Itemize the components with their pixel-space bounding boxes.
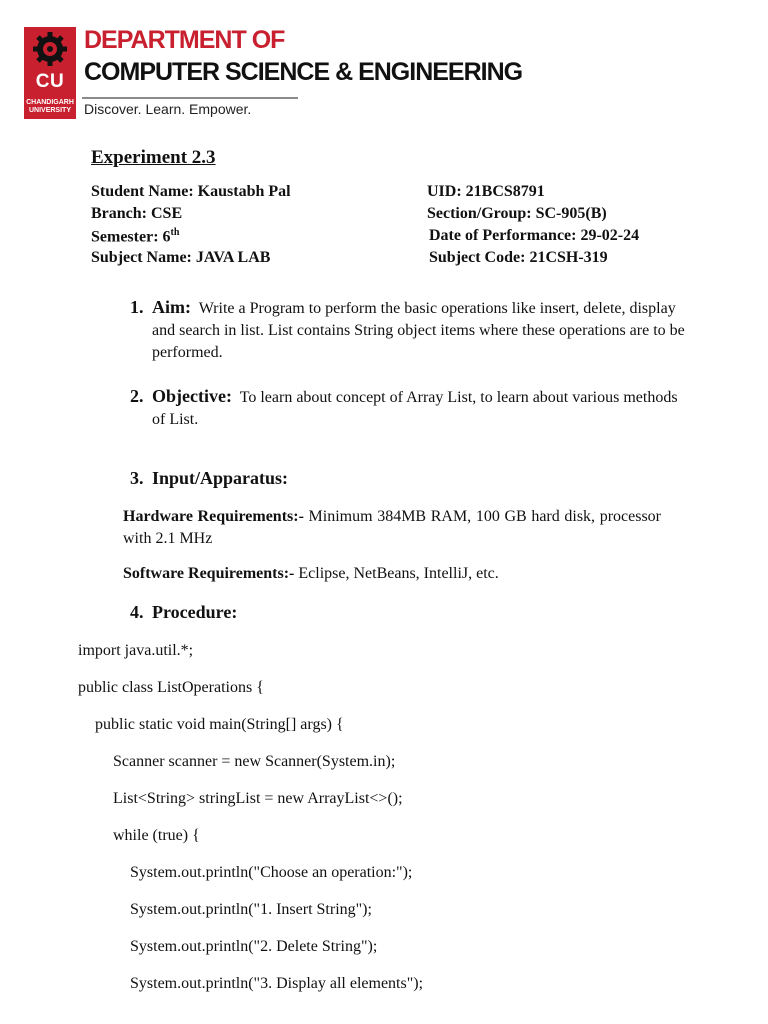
aim-section (130, 296, 690, 364)
procedure-section (130, 601, 690, 625)
software-requirements (123, 563, 661, 585)
department-title-line2: COMPUTER SCIENCE & ENGINEERING (84, 58, 523, 86)
procedure-heading: Procedure: (152, 602, 238, 622)
semester-text: Semester: 6 (91, 228, 171, 246)
department-title-line1: DEPARTMENT OF (84, 26, 285, 54)
code-line: System.out.println("1. Insert String"); (130, 901, 372, 918)
code-line: public class ListOperations { (78, 679, 264, 696)
semester (91, 227, 179, 246)
software-text: Eclipse, NetBeans, IntelliJ, etc. (298, 565, 499, 582)
hardware-text: Minimum 384MB RAM, 100 GB hard disk, processor with 2.1 MHz (123, 508, 662, 547)
code-line: public static void main(String[] args) { (95, 716, 344, 733)
objective-section (130, 385, 690, 431)
input-section (130, 467, 690, 491)
code-line: Scanner scanner = new Scanner(System.in); (113, 753, 396, 770)
input-heading: Input/Apparatus: (152, 468, 289, 488)
tagline: Discover. Learn. Empower. (84, 101, 252, 117)
code-line: System.out.println("2. Delete String"); (130, 938, 378, 955)
objective-heading: Objective: (152, 386, 232, 406)
student-uid: UID: 21BCS8791 (427, 183, 545, 200)
experiment-title: Experiment 2.3 (91, 147, 216, 168)
hardware-label: Hardware Requirements:- (123, 508, 304, 525)
procedure-number: 4. (130, 602, 144, 622)
code-line: System.out.println("Choose an operation:"); (130, 864, 413, 881)
branch: Branch: CSE (91, 205, 183, 222)
code-line: System.out.println("3. Display all elements"); (130, 975, 424, 992)
header-divider (82, 97, 298, 99)
software-label: Software Requirements:- (123, 565, 295, 582)
code-line: import java.util.*; (78, 642, 194, 659)
subject-code: Subject Code: 21CSH-319 (429, 249, 608, 266)
subject-name: Subject Name: JAVA LAB (91, 249, 271, 266)
section-group: Section/Group: SC-905(B) (427, 205, 607, 222)
code-line: while (true) { (113, 827, 200, 844)
student-name: Student Name: Kaustabh Pal (91, 183, 291, 200)
aim-heading: Aim: (152, 297, 191, 317)
aim-text: Write a Program to perform the basic operations like insert, delete, display and search in list. List contains String object items where these operations are to be performed. (152, 300, 685, 361)
hardware-requirements (123, 506, 661, 550)
objective-text: To learn about concept of Array List, to learn about various methods of List. (152, 389, 678, 428)
date-of-performance: Date of Performance: 29-02-24 (429, 227, 640, 244)
input-number: 3. (130, 468, 144, 488)
semester-suffix: th (170, 227, 180, 238)
logo-university-text: CHANDIGARH UNIVERSITY (26, 99, 74, 114)
logo-cu-text: CU (35, 71, 65, 92)
code-line: List<String> stringList = new ArrayList<>(); (113, 790, 403, 807)
university-logo (24, 27, 76, 119)
objective-number: 2. (130, 386, 144, 406)
aim-number: 1. (130, 297, 144, 317)
